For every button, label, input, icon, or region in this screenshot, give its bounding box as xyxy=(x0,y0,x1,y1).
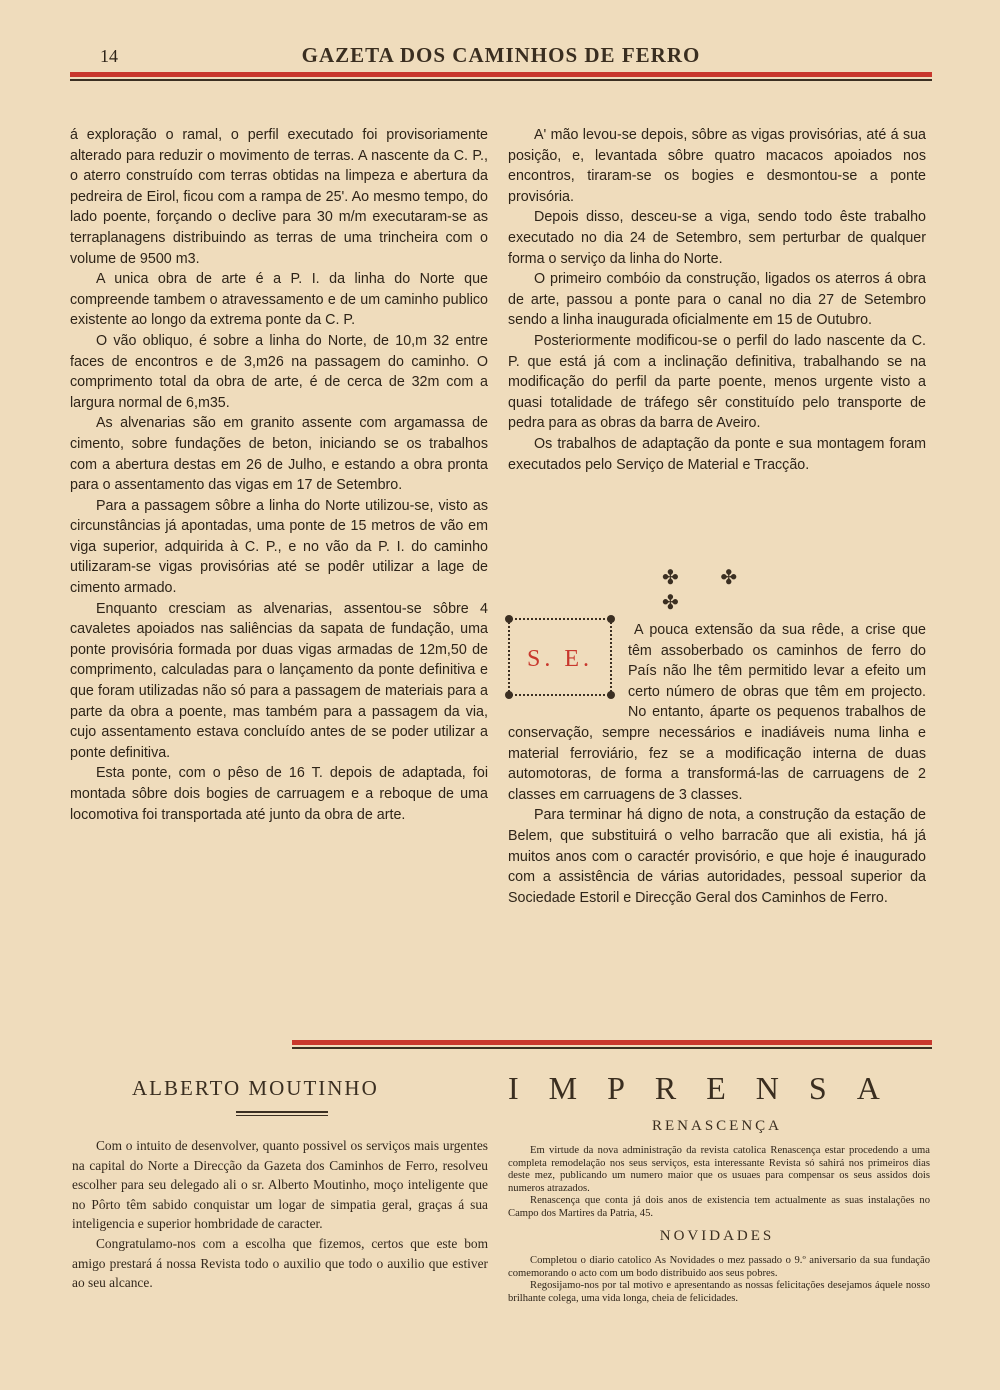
section-ornament: ✤ ✤ ✤ xyxy=(662,567,756,614)
novidades-heading: NOVIDADES xyxy=(659,1228,775,1244)
imprensa-title: IMPRENSA xyxy=(508,1070,910,1106)
right-paragraph: O primeiro combóio da construção, ligados os aterros á obra de arte, passou a ponte para o canal no dia 27 de Setembro sendo a linha inaugurada oficialmente em 15 de Outubro. xyxy=(508,271,926,329)
novidades-paragraph: Completou o diario catolico As Novidades o mez passado o 9.º aniversario da sua fundação comemorando o acto com um bodo distribuido aos seus pobres. xyxy=(508,1255,930,1279)
title-underline xyxy=(236,1111,328,1113)
title-underline xyxy=(236,1115,328,1116)
left-paragraph: Para a passagem sôbre a linha do Norte utilizou-se, visto as circunstâncias já apontadas, uma ponte de 15 metros de vão em viga superior, adquirida à C. P., e no vão da P. I. do caminho utilizaram-se vigas provisórias até se podêr utilizar a lage de cimento armado. xyxy=(70,497,488,597)
left-paragraph: á exploração o ramal, o perfil executado foi provisoriamente alterado para reduzir o movimento de terras. A nascente da C. P., o aterro construído com terras obtidas na limpeza e abertura da pedreira de Eirol, ficou com a rampa de 25'. Ao mesmo tempo, do lado poente, forçando o declive para 30 m/m executaram-se as terraplanagens distribuindo as terras de uma trincheira com o volume de 9500 m3. xyxy=(70,127,488,267)
right-paragraph: A pouca extensão da sua rêde, a crise que têm assoberbado os caminhos de ferro do País não lhe têm permitido levar a efeito um certo número de obras que têm em projecto. No entanto, áparte os pequenos trabalhos de conservação, sempre necessários e inadiáveis numa linha e material ferroviário, fez se a modificação interna de duas automotoras, de forma a transformá-las de carruagens de 2 classes em carruagens de 3 classes. xyxy=(508,622,926,803)
left-paragraph: Esta ponte, com o pêso de 16 T. depois de adaptada, foi montada sôbre dois bogies de carruagem e a reboque de uma locomotiva foi transportada até junto da obra de arte. xyxy=(70,765,488,823)
alberto-paragraph: Com o intuito de desenvolver, quanto possivel os serviços mais urgentes na capital do Norte a Direcção da Gazeta dos Caminhos de Ferro, resolveu escolher para seu delegado ali o sr. Alberto Moutinho, moço inteligente que no Pôrto têm sabido conquistar um logar de simpatia geral, graças á sua inteligencia e superior hombridade de caracter. xyxy=(72,1138,488,1232)
right-column-upper xyxy=(508,125,926,475)
renascenca-paragraph: Renascença que conta já dois anos de existencia tem actualmente as suas instalações no Campo dos Martires da Patria, 45. xyxy=(508,1195,930,1219)
left-paragraph: O vão obliquo, é sobre a linha do Norte, de 10,m 32 entre faces de encontros e de 3,m26 na passagem do caminho. O comprimento total da obra de arte, é de cerca de 32m com a largura normal de 6,m35. xyxy=(70,332,488,411)
renascenca-text xyxy=(508,1145,930,1221)
right-paragraph: Posteriormente modificou-se o perfil do lado nascente da C. P. que está já com a inclinação definitiva, trabalhando se na modificação do perfil da parte poente, menos urgente visto a quasi totalidade de tráfego sêr constituído pelo transporte de pedra para as obras da barra de Aveiro. xyxy=(508,332,926,432)
right-paragraph: A' mão levou-se depois, sôbre as vigas provisórias, até á sua posição, e, levantada sôbre quatro macacos apoiados nos encontros, tiraram-se os bogies e desmontou-se a ponte provisória. xyxy=(508,127,926,205)
novidades-paragraph: Regosijamo-nos por tal motivo e apresentando as nossas felicitações desejamos áquele nosso brilhante colega, uma vida longa, cheia de felicidades. xyxy=(508,1280,930,1304)
alberto-title: ALBERTO MOUTINHO xyxy=(132,1076,379,1100)
right-column-lower xyxy=(508,620,926,908)
box-spacer xyxy=(508,620,628,718)
right-paragraph: Depois disso, desceu-se a viga, sendo todo êste trabalho executado no dia 24 de Setembro, sem perturbar de qualquer forma o serviço da linha do Norte. xyxy=(508,209,926,267)
page-number: 14 xyxy=(100,46,118,66)
right-paragraph: Para terminar há digno de nota, a construção da estação de Belem, que substituirá o velho barracão que ali existia, há já muitos anos com o caractér provisório, e que hoje é inaugurado com a assistência de várias autoridades, pessoal superior da Sociedade Estoril e Direcção Geral dos Caminhos de Ferro. xyxy=(508,807,926,906)
se-label: S. E. xyxy=(526,646,593,672)
left-column xyxy=(70,125,488,825)
renascenca-paragraph: Em virtude da nova administração da revista catolica Renascença estar procedendo a uma completa remodelação nos seus serviços, esta interessante Revista só sahirá nos primeiros dias deste mez, publicando um numero maior que os usuaes para compensar os seus assidos dois numeros atrazados. xyxy=(508,1145,930,1194)
header-rule-dark xyxy=(70,79,932,81)
section-rule-red xyxy=(292,1040,932,1045)
header-rule-red xyxy=(70,72,932,77)
section-rule-dark xyxy=(292,1047,932,1049)
page-header xyxy=(70,40,932,70)
left-paragraph: As alvenarias são em granito assente com argamassa de cimento, sobre fundações de beton, iniciando se os trabalhos com a abertura destas em 26 de Julho, e estando a obra pronta para o assentamento das vigas em 17 de Setembro. xyxy=(70,415,488,494)
alberto-text xyxy=(72,1136,488,1293)
publication-title: GAZETA DOS CAMINHOS DE FERRO xyxy=(301,43,701,67)
left-paragraph: A unica obra de arte é a P. I. da linha do Norte que compreende tambem o atravessamento e de um caminho publico existente ao longo da extrema ponte da C. P. xyxy=(70,271,488,329)
left-paragraph: Enquanto cresciam as alvenarias, assentou-se sôbre 4 cavaletes apoiados nas saliências da sapata de fundação, uma ponte provisória formada por duas vigas armadas de 12m,50 de comprimento, calculadas para o lançamento da ponte definitiva e que foram utilizadas não só para a passagem de materiais para a parte da obra a poente, mas também para a passagem da via, cujo assentamento estava concluído antes de se poder utilizar a ponte definitiva. xyxy=(70,600,488,761)
renascenca-heading: RENASCENÇA xyxy=(651,1118,782,1134)
right-paragraph: Os trabalhos de adaptação da ponte e sua montagem foram executados pelo Serviço de Material e Tracção. xyxy=(508,435,926,473)
alberto-paragraph: Congratulamo-nos com a escolha que fizemos, certos que este bom amigo prestará á nossa Revista todo o auxilio que todo o auxilio que estiver ao seu alcance. xyxy=(72,1235,488,1291)
novidades-text xyxy=(508,1255,930,1305)
